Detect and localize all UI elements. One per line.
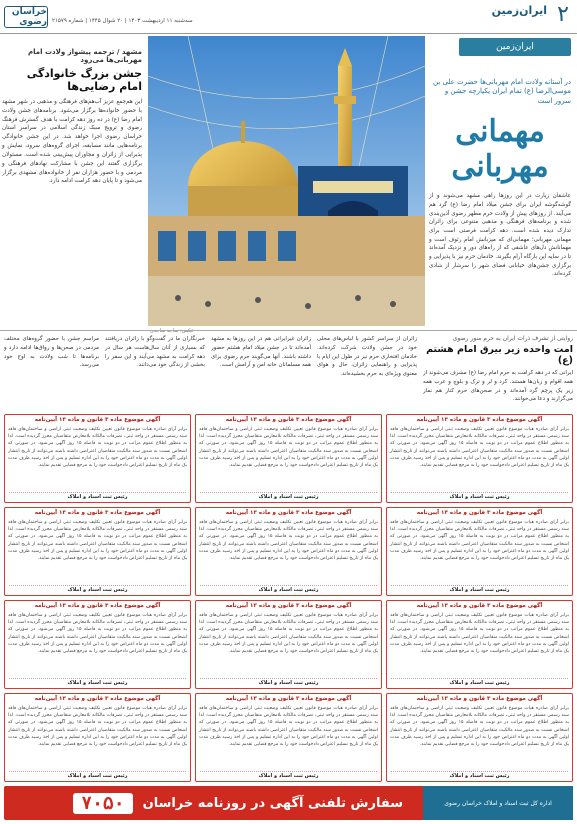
legal-notice-ad	[195, 414, 382, 503]
legal-notice-ad	[386, 414, 573, 503]
ad-body: برابر آرای صادره هیات موضوع قانون تعیین تکلیف وضعیت ثبتی اراضی و ساختمان‌های فاقد سند رسمی مستقر در واحد ثبتی، تصرفات مالکانه بلامعارض متقاضیان محرز گردیده است. لذا به منظور اطلاع عموم مراتب در دو نوبت به فاصله ۱۵ روز آگهی می‌شود. در صورتی که اشخاص نسبت به صدور سند مالکیت متقاضیان اعتراضی داشته باشند می‌توانند از تاریخ انتشار اولین آگهی به مدت دو ماه اعتراض خود را به این اداره تسلیم و پس از اخذ رسید ظرف مدت یک ماه از تاریخ تسلیم اعتراض دادخواست خود را به مرجع قضایی تقدیم نمایند.	[390, 613, 569, 654]
legal-notice-ad	[195, 693, 382, 782]
ad-signature: رئیس ثبت اسناد و املاک	[391, 585, 568, 593]
newspaper-logo: خراسان رضوی	[4, 6, 48, 28]
ad-heading: آگهی موضوع ماده ۳ قانون و ماده ۱۳ آیین‌نامه	[34, 417, 161, 423]
masthead	[0, 0, 577, 34]
ads-grid	[4, 414, 573, 782]
ad-body: برابر آرای صادره هیات موضوع قانون تعیین تکلیف وضعیت ثبتی اراضی و ساختمان‌های فاقد سند رسمی مستقر در واحد ثبتی، تصرفات مالکانه بلامعارض متقاضیان محرز گردیده است. لذا به منظور اطلاع عموم مراتب در دو نوبت به فاصله ۱۵ روز آگهی می‌شود. در صورتی که اشخاص نسبت به صدور سند مالکیت متقاضیان اعتراضی داشته باشند می‌توانند از تاریخ انتشار اولین آگهی به مدت دو ماه اعتراض خود را به این اداره تسلیم و پس از اخذ رسید ظرف مدت یک ماه از تاریخ تسلیم اعتراض دادخواست خود را به مرجع قضایی تقدیم نمایند.	[8, 706, 187, 747]
ad-body: برابر آرای صادره هیات موضوع قانون تعیین تکلیف وضعیت ثبتی اراضی و ساختمان‌های فاقد سند رسمی مستقر در واحد ثبتی، تصرفات مالکانه بلامعارض متقاضیان محرز گردیده است. لذا به منظور اطلاع عموم مراتب در دو نوبت به فاصله ۱۵ روز آگهی می‌شود. در صورتی که اشخاص نسبت به صدور سند مالکیت متقاضیان اعتراضی داشته باشند می‌توانند از تاریخ انتشار اولین آگهی به مدت دو ماه اعتراض خود را به این اداره تسلیم و پس از اخذ رسید ظرف مدت یک ماه از تاریخ تسلیم اعتراض دادخواست خود را به مرجع قضایی تقدیم نمایند.	[199, 520, 378, 561]
dateline: سه‌شنبه ۱۱ اردیبهشت ۱۴۰۳ | ۲۰ شوال ۱۴۴۵ | شماره ۲۱۵۷۹	[52, 18, 193, 24]
feature-title: مهمانی مهربانی	[451, 114, 549, 185]
ad-signature: رئیس ثبت اسناد و املاک	[391, 678, 568, 686]
feature-left-column	[0, 36, 146, 326]
ad-body: برابر آرای صادره هیات موضوع قانون تعیین تکلیف وضعیت ثبتی اراضی و ساختمان‌های فاقد سند رسمی مستقر در واحد ثبتی، تصرفات مالکانه بلامعارض متقاضیان محرز گردیده است. لذا به منظور اطلاع عموم مراتب در دو نوبت به فاصله ۱۵ روز آگهی می‌شود. در صورتی که اشخاص نسبت به صدور سند مالکیت متقاضیان اعتراضی داشته باشند می‌توانند از تاریخ انتشار اولین آگهی به مدت دو ماه اعتراض خود را به این اداره تسلیم و پس از اخذ رسید ظرف مدت یک ماه از تاریخ تسلیم اعتراض دادخواست خود را به مرجع قضایی تقدیم نمایند.	[390, 706, 569, 747]
shrine-illustration	[148, 36, 425, 326]
news-column: مراسم جشن با حضور گروه‌های مختلف مردمی در صحن‌ها و رواق‌ها ادامه دارد و برنامه‌ها تا شب ولادت به اوج خود می‌رسد.	[4, 336, 99, 369]
ad-heading: آگهی موضوع ماده ۳ قانون و ماده ۱۳ آیین‌نامه	[416, 603, 543, 609]
news-kicker: روایتی از تشرف ذرات ایران به حرم منور رضوی	[452, 335, 573, 342]
ad-heading: آگهی موضوع ماده ۳ قانون و ماده ۱۳ آیین‌نامه	[34, 510, 161, 516]
ad-heading: آگهی موضوع ماده ۳ قانون و ماده ۱۳ آیین‌نامه	[34, 696, 161, 702]
banner-text: سفارش تلفنی آگهی در روزنامه خراسان	[142, 795, 403, 811]
left-body-text: این هم‌جمع عزیز آب‌هم‌های فرهنگی و مذهبی در شهر مشهد با حضور خانواده‌ها برگزار می‌شود. برنامه‌های جشن ولادت امام رضا (ع) در ده روز دهه کرامت با هدف گسترش فرهنگ رضوی و ترویج سبک زندگی اسلامی در سراسر استان خراسان رضوی اجرا خواهد شد. در این جشن خانوادگی برنامه‌هایی مانند مسابقه، اجرای گروه‌های سرود، نمایش و پذیرایی از زائران و مجاوران پیش‌بینی شده است. مسئولان برگزاری گفتند این جشن با مشارکت نهادهای فرهنگی و مردمی و با حضور هزاران نفر از خانواده‌های مشهدی برگزار می‌شود و تا پایان دهه کرامت ادامه دارد.	[2, 99, 142, 185]
legal-notice-ad	[4, 693, 191, 782]
legal-notice-ad	[386, 693, 573, 782]
ad-heading: آگهی موضوع ماده ۳ قانون و ماده ۱۳ آیین‌نامه	[34, 603, 161, 609]
legal-notice-ad	[4, 507, 191, 596]
ad-body: برابر آرای صادره هیات موضوع قانون تعیین تکلیف وضعیت ثبتی اراضی و ساختمان‌های فاقد سند رسمی مستقر در واحد ثبتی، تصرفات مالکانه بلامعارض متقاضیان محرز گردیده است. لذا به منظور اطلاع عموم مراتب در دو نوبت به فاصله ۱۵ روز آگهی می‌شود. در صورتی که اشخاص نسبت به صدور سند مالکیت متقاضیان اعتراضی داشته باشند می‌توانند از تاریخ انتشار اولین آگهی به مدت دو ماه اعتراض خود را به این اداره تسلیم و پس از اخذ رسید ظرف مدت یک ماه از تاریخ تسلیم اعتراض دادخواست خود را به مرجع قضایی تقدیم نمایند.	[8, 520, 187, 561]
news-column: زائران از سراسر کشور با لباس‌های محلی خود در جشن ولادت شرکت کرده‌اند. خادمان افتخاری حرم نیز در طول این ایام با پذیرایی و راهنمایی زائران، حال و هوای معنوی ویژه‌ای به حرم بخشیده‌اند.	[317, 336, 417, 378]
news-block	[0, 330, 577, 412]
banner-phone[interactable]: ۷۰۵۰	[73, 793, 132, 814]
news-column: ایرانی که در دهه کرامت به حرم امام رضا (ع) مشرف می‌شوند از همه اقوام و زبان‌ها هستند. کرد و لر و ترک و بلوچ و عرب همه زیر یک پرچم گرد آمده‌اند و در صحن‌های حرم کنار هم نماز می‌گزارند و دعا می‌خوانند.	[423, 370, 573, 403]
ad-heading: آگهی موضوع ماده ۳ قانون و ماده ۱۳ آیین‌نامه	[416, 696, 543, 702]
ad-body: برابر آرای صادره هیات موضوع قانون تعیین تکلیف وضعیت ثبتی اراضی و ساختمان‌های فاقد سند رسمی مستقر در واحد ثبتی، تصرفات مالکانه بلامعارض متقاضیان محرز گردیده است. لذا به منظور اطلاع عموم مراتب در دو نوبت به فاصله ۱۵ روز آگهی می‌شود. در صورتی که اشخاص نسبت به صدور سند مالکیت متقاضیان اعتراضی داشته باشند می‌توانند از تاریخ انتشار اولین آگهی به مدت دو ماه اعتراض خود را به این اداره تسلیم و پس از اخذ رسید ظرف مدت یک ماه از تاریخ تسلیم اعتراض دادخواست خود را به مرجع قضایی تقدیم نمایند.	[390, 520, 569, 561]
section-brand: ایران‌زمین	[491, 4, 547, 17]
ad-signature: رئیس ثبت اسناد و املاک	[391, 771, 568, 779]
section-tag: ایران‌زمین	[459, 38, 571, 56]
legal-notice-ad	[195, 600, 382, 689]
ad-signature: رئیس ثبت اسناد و املاک	[9, 492, 186, 500]
banner-right-box: اداره کل ثبت اسناد و املاک خراسان رضوی	[423, 786, 573, 820]
ad-signature: رئیس ثبت اسناد و املاک	[200, 771, 377, 779]
ad-signature: رئیس ثبت اسناد و املاک	[9, 678, 186, 686]
ad-body: برابر آرای صادره هیات موضوع قانون تعیین تکلیف وضعیت ثبتی اراضی و ساختمان‌های فاقد سند رسمی مستقر در واحد ثبتی، تصرفات مالکانه بلامعارض متقاضیان محرز گردیده است. لذا به منظور اطلاع عموم مراتب در دو نوبت به فاصله ۱۵ روز آگهی می‌شود. در صورتی که اشخاص نسبت به صدور سند مالکیت متقاضیان اعتراضی داشته باشند می‌توانند از تاریخ انتشار اولین آگهی به مدت دو ماه اعتراض خود را به این اداره تسلیم و پس از اخذ رسید ظرف مدت یک ماه از تاریخ تسلیم اعتراض دادخواست خود را به مرجع قضایی تقدیم نمایند.	[199, 427, 378, 468]
shrine-photo	[148, 36, 425, 326]
ad-signature: رئیس ثبت اسناد و املاک	[200, 492, 377, 500]
ad-body: برابر آرای صادره هیات موضوع قانون تعیین تکلیف وضعیت ثبتی اراضی و ساختمان‌های فاقد سند رسمی مستقر در واحد ثبتی، تصرفات مالکانه بلامعارض متقاضیان محرز گردیده است. لذا به منظور اطلاع عموم مراتب در دو نوبت به فاصله ۱۵ روز آگهی می‌شود. در صورتی که اشخاص نسبت به صدور سند مالکیت متقاضیان اعتراضی داشته باشند می‌توانند از تاریخ انتشار اولین آگهی به مدت دو ماه اعتراض خود را به این اداره تسلیم و پس از اخذ رسید ظرف مدت یک ماه از تاریخ تسلیم اعتراض دادخواست خود را به مرجع قضایی تقدیم نمایند.	[199, 706, 378, 747]
ad-signature: رئیس ثبت اسناد و املاک	[200, 585, 377, 593]
ad-body: برابر آرای صادره هیات موضوع قانون تعیین تکلیف وضعیت ثبتی اراضی و ساختمان‌های فاقد سند رسمی مستقر در واحد ثبتی، تصرفات مالکانه بلامعارض متقاضیان محرز گردیده است. لذا به منظور اطلاع عموم مراتب در دو نوبت به فاصله ۱۵ روز آگهی می‌شود. در صورتی که اشخاص نسبت به صدور سند مالکیت متقاضیان اعتراضی داشته باشند می‌توانند از تاریخ انتشار اولین آگهی به مدت دو ماه اعتراض خود را به این اداره تسلیم و پس از اخذ رسید ظرف مدت یک ماه از تاریخ تسلیم اعتراض دادخواست خود را به مرجع قضایی تقدیم نمایند.	[8, 613, 187, 654]
banner-content	[73, 793, 403, 814]
legal-notice-ad	[4, 600, 191, 689]
ad-signature: رئیس ثبت اسناد و املاک	[200, 678, 377, 686]
ad-order-banner	[4, 786, 573, 820]
legal-notice-ad	[386, 600, 573, 689]
feature-block	[0, 36, 577, 334]
left-title: جشن بزرگ خانوادگی امام رضایی‌ها	[26, 67, 142, 93]
legal-notice-ad	[386, 507, 573, 596]
ad-heading: آگهی موضوع ماده ۳ قانون و ماده ۱۳ آیین‌نامه	[416, 417, 543, 423]
ad-heading: آگهی موضوع ماده ۳ قانون و ماده ۱۳ آیین‌نامه	[225, 603, 352, 609]
photo-caption: عکس: ساجد ساجدی	[150, 328, 194, 334]
page-number: ۲	[557, 2, 569, 27]
ad-heading: آگهی موضوع ماده ۳ قانون و ماده ۱۳ آیین‌نامه	[225, 417, 352, 423]
ad-signature: رئیس ثبت اسناد و املاک	[391, 492, 568, 500]
news-column: خبرنگاران ما در گفت‌وگو با زائران دریافتند که بسیاری از آنان سال‌هاست هر سال در دهه کرامت به مشهد می‌آیند و این سفر را بخشی از زندگی خود می‌دانند.	[105, 336, 205, 369]
ad-heading: آگهی موضوع ماده ۳ قانون و ماده ۱۳ آیین‌نامه	[416, 510, 543, 516]
ad-heading: آگهی موضوع ماده ۳ قانون و ماده ۱۳ آیین‌نامه	[225, 696, 352, 702]
news-lead	[423, 335, 573, 419]
news-title: امت واحده زیر بیرق امام هشتم (ع)	[426, 344, 573, 366]
left-kicker: مشهد / ترجمه پیشواز ولادت امام مهربانی‌ها می‌رود	[28, 48, 142, 64]
legal-notice-ad	[4, 414, 191, 503]
ad-signature: رئیس ثبت اسناد و املاک	[9, 585, 186, 593]
news-column: زائران غیرایرانی هم در این روزها به مشهد آمده‌اند تا در جشن میلاد امام هشتم حضور داشته باشند. آنها می‌گویند حرم رضوی برای همه مسلمانان خانه امن و آرامش است.	[211, 336, 311, 369]
legal-notice-ad	[195, 507, 382, 596]
feature-kicker: در آستانه ولادت امام مهربانی‌ها حضرت علی بن موسی‌الرضا (ع) تمام ایران یکپارچه جشن و سرور است	[432, 78, 571, 105]
ad-body: برابر آرای صادره هیات موضوع قانون تعیین تکلیف وضعیت ثبتی اراضی و ساختمان‌های فاقد سند رسمی مستقر در واحد ثبتی، تصرفات مالکانه بلامعارض متقاضیان محرز گردیده است. لذا به منظور اطلاع عموم مراتب در دو نوبت به فاصله ۱۵ روز آگهی می‌شود. در صورتی که اشخاص نسبت به صدور سند مالکیت متقاضیان اعتراضی داشته باشند می‌توانند از تاریخ انتشار اولین آگهی به مدت دو ماه اعتراض خود را به این اداره تسلیم و پس از اخذ رسید ظرف مدت یک ماه از تاریخ تسلیم اعتراض دادخواست خود را به مرجع قضایی تقدیم نمایند.	[8, 427, 187, 468]
ad-body: برابر آرای صادره هیات موضوع قانون تعیین تکلیف وضعیت ثبتی اراضی و ساختمان‌های فاقد سند رسمی مستقر در واحد ثبتی، تصرفات مالکانه بلامعارض متقاضیان محرز گردیده است. لذا به منظور اطلاع عموم مراتب در دو نوبت به فاصله ۱۵ روز آگهی می‌شود. در صورتی که اشخاص نسبت به صدور سند مالکیت متقاضیان اعتراضی داشته باشند می‌توانند از تاریخ انتشار اولین آگهی به مدت دو ماه اعتراض خود را به این اداره تسلیم و پس از اخذ رسید ظرف مدت یک ماه از تاریخ تسلیم اعتراض دادخواست خود را به مرجع قضایی تقدیم نمایند.	[199, 613, 378, 654]
feature-right-panel	[425, 36, 577, 326]
ad-body: برابر آرای صادره هیات موضوع قانون تعیین تکلیف وضعیت ثبتی اراضی و ساختمان‌های فاقد سند رسمی مستقر در واحد ثبتی، تصرفات مالکانه بلامعارض متقاضیان محرز گردیده است. لذا به منظور اطلاع عموم مراتب در دو نوبت به فاصله ۱۵ روز آگهی می‌شود. در صورتی که اشخاص نسبت به صدور سند مالکیت متقاضیان اعتراضی داشته باشند می‌توانند از تاریخ انتشار اولین آگهی به مدت دو ماه اعتراض خود را به این اداره تسلیم و پس از اخذ رسید ظرف مدت یک ماه از تاریخ تسلیم اعتراض دادخواست خود را به مرجع قضایی تقدیم نمایند.	[390, 427, 569, 468]
feature-lead: عاشقان زیارت در این روزها راهی مشهد می‌شوند و از گوشه‌گوشه ایران برای جشن میلاد امام رضا (ع) گرد هم می‌آیند. از روزهای پیش از ولادت حرم مطهر رضوی آذین‌بندی شده و برنامه‌های فرهنگی و مذهبی متنوعی برای زائران تدارک دیده شده است. دهه کرامت فرصتی است برای مهمانی مهربانی؛ مهمانی‌ای که میزبانش امام رئوف است و مهمانانش دل‌های عاشقی که از راه‌های دور و نزدیک آمده‌اند تا در سایه این بارگاه آرام بگیرند. خادمان حرم نیز با پذیرایی و برگزاری جشن‌های خیابانی فضای شهر را سرشار از شادی کرده‌اند.	[428, 193, 571, 278]
ad-signature: رئیس ثبت اسناد و املاک	[9, 771, 186, 779]
ad-heading: آگهی موضوع ماده ۳ قانون و ماده ۱۳ آیین‌نامه	[225, 510, 352, 516]
